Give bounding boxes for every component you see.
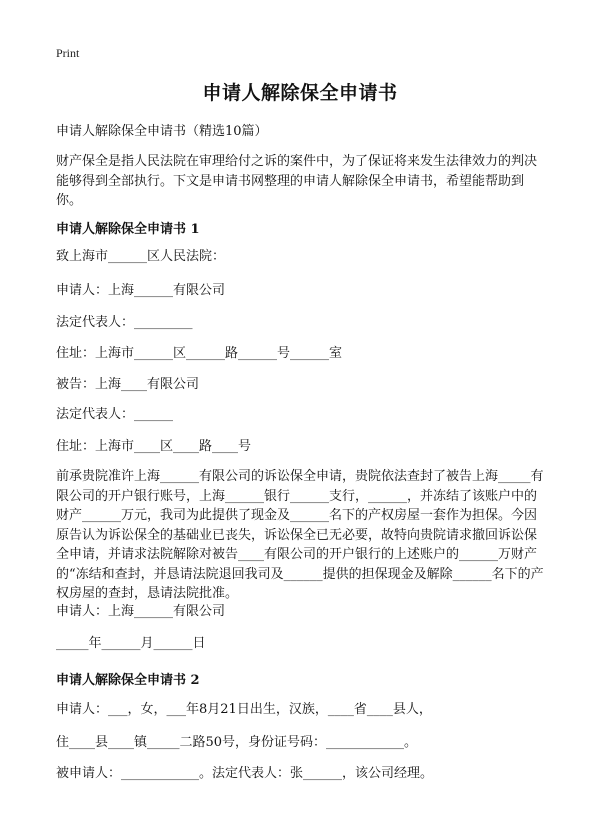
intro-paragraph: 财产保全是指人民法院在审理给付之诉的案件中，为了保证将来发生法律效力的判决能够得到全部执行。下文是申请书网整理的申请人解除保全申请书，希望能帮助到你。 bbox=[56, 154, 538, 208]
print-link[interactable]: Print bbox=[56, 46, 80, 60]
section-2-heading: 申请人解除保全申请书 2 bbox=[56, 673, 200, 688]
to-court-line: 致上海市______区人民法院： bbox=[56, 249, 226, 264]
respondent-rep-line: 法定代表人：______ bbox=[56, 407, 174, 422]
address-line: 住址：上海市______区______路______号______室 bbox=[56, 346, 343, 361]
section-1-body: 前承贵院准许上海______有限公司的诉讼保全申请，贵院依法查封了被告上海_____有限公司的开户银行账号，上海______银行______支行，______，并冻结了该账户中的财产______万元，我司为此提供了现金及______名下的产权房屋一套作为担保。今因原告认为诉讼保全的基础业已丧失，诉讼保全已无必要，故特向贵院请求撤回诉讼保全申请，并请求法院解除对被告____有限公司的开户银行的上述账户的______万财产的“冻结和查封，并恳请法院退回我司及______提供的担保现金及解除______名下的产权房屋的查封，恳请法院批准。 bbox=[56, 469, 544, 601]
signature-line: 申请人：上海______有限公司 bbox=[56, 604, 226, 619]
date-line: _____年______月______日 bbox=[56, 636, 206, 651]
respondent-address-line: 住址：上海市____区____路____号 bbox=[56, 439, 252, 454]
section-2-respondent-line: 被申请人：____________。法定代表人：张______，该公司经理。 bbox=[56, 766, 434, 781]
respondent-line: 被告：上海____有限公司 bbox=[56, 377, 200, 392]
section-1-heading: 申请人解除保全申请书 1 bbox=[56, 222, 200, 237]
section-2-applicant-line: 申请人：___，女，___年8月21日出生，汉族，____省____县人， bbox=[56, 702, 432, 717]
page-title: 申请人解除保全申请书 bbox=[202, 82, 398, 104]
applicant-line: 申请人：上海______有限公司 bbox=[56, 283, 226, 298]
section-2-residence-line: 住____县____镇_____二路50号，身份证号码：____________。 bbox=[56, 735, 418, 750]
subtitle: 申请人解除保全申请书（精选10篇） bbox=[56, 124, 268, 139]
legal-rep-line: 法定代表人：_________ bbox=[56, 315, 193, 330]
